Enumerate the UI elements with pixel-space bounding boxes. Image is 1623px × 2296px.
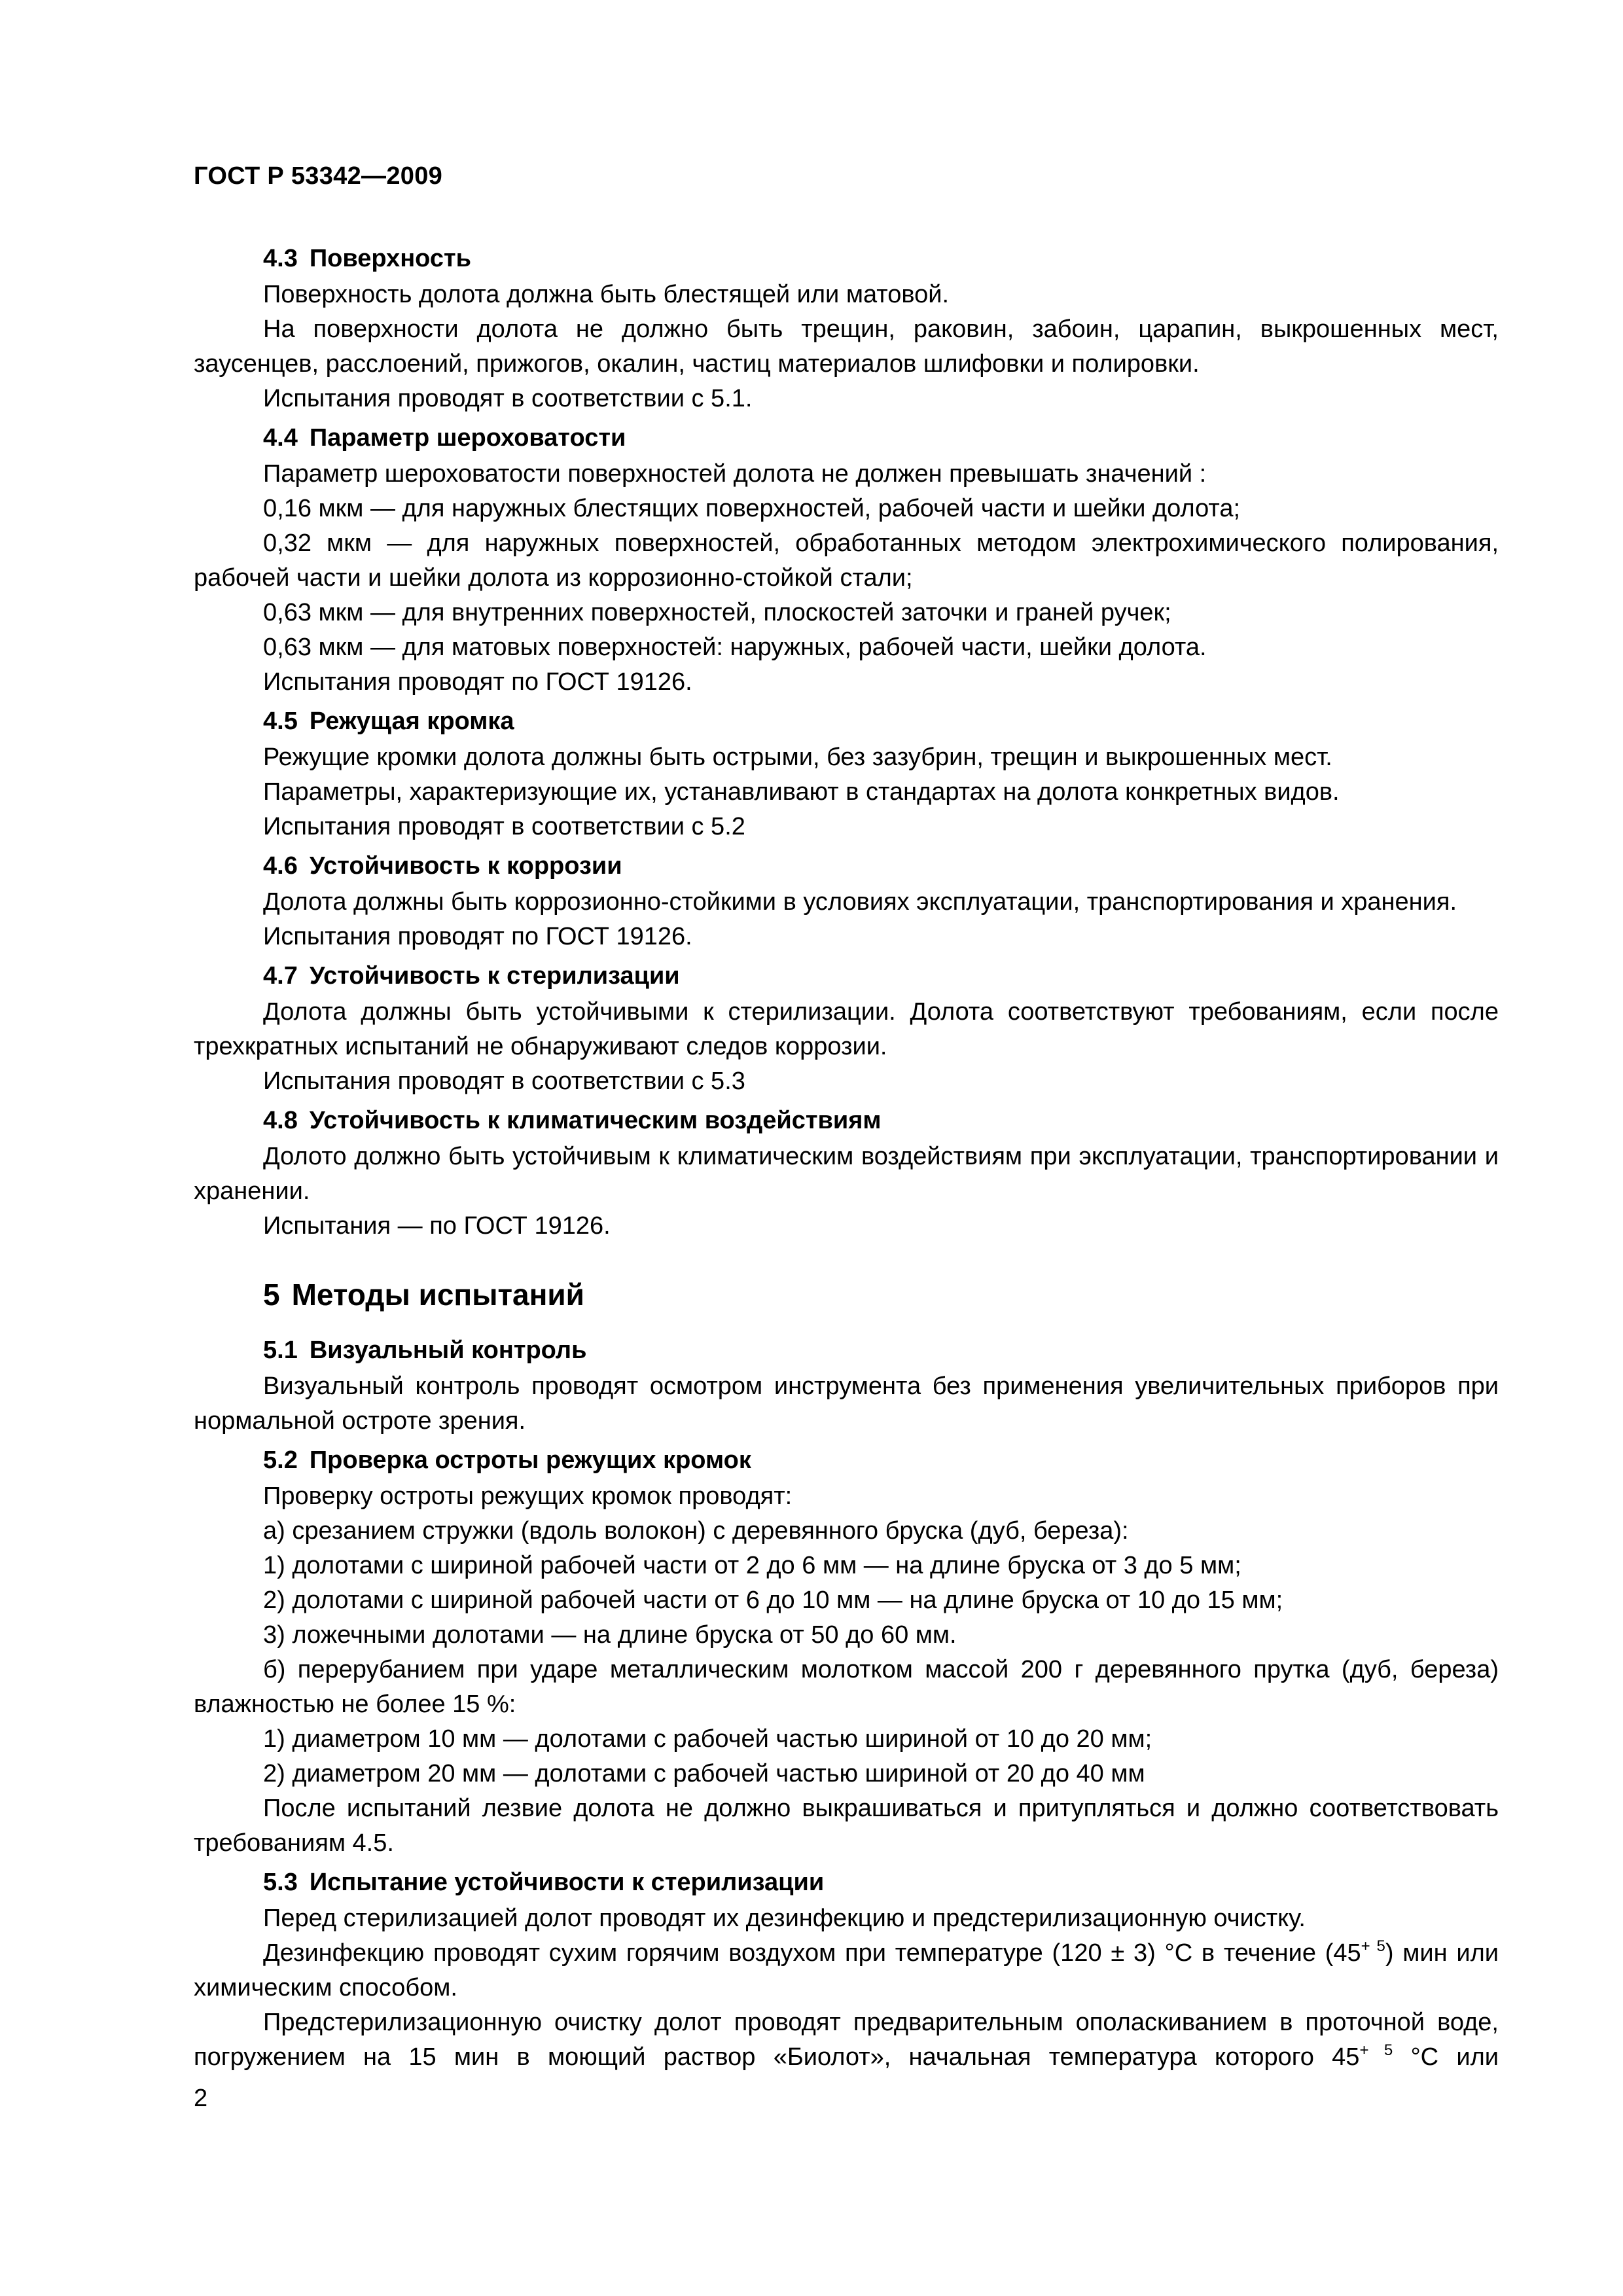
section-title: Устойчивость к коррозии [309,852,622,880]
section-heading-4-7 [194,958,1499,994]
list-item: 3) ложечными долотами — на длине бруска от 50 до 60 мм. [263,1621,957,1649]
list-item: 2) диаметром 20 мм — долотами с рабочей частью шириной от 20 до 40 мм [263,1760,1145,1787]
paragraph: Испытания проводят в соответствии с 5.3 [263,1067,745,1095]
paragraph: Испытания — по ГОСТ 19126. [263,1212,611,1240]
paragraph-text: Дезинфекцию проводят сухим горячим воздухом при температуре (120 ± 3) °С в течение (45 [263,1939,1361,1967]
superscript-tolerance: + 5 [1359,2041,1393,2059]
paragraph: Испытания проводят по ГОСТ 19126. [263,668,692,696]
paragraph-text: °С или [1393,2043,1499,2071]
section-number: 5.3 [263,1869,298,1896]
paragraph: На поверхности долота не должно быть трещин, раковин, забоин, царапин, выкрошенных мест, заусенцев, расслоений, прижогов, окалин, частиц материалов шлифовки и полировки. [194,315,1499,378]
section-heading-4-4 [194,420,1499,456]
paragraph-text: Предстерилизационную очистку долот проводят предварительным ополаскиванием в проточной воде, погружением на 15 мин в моющий раствор «Биолот», начальная температура которого 45 [194,2009,1499,2071]
section-number: 4.5 [263,708,298,735]
chapter-title: Методы испытаний [291,1278,584,1312]
paragraph: Параметры, характеризующие их, устанавливают в стандартах на долота конкретных видов. [263,778,1340,806]
superscript-tolerance: + 5 [1361,1937,1385,1955]
paragraph: 0,63 мкм — для внутренних поверхностей, плоскостей заточки и граней ручек; [263,599,1171,626]
section-heading-4-3 [194,241,1499,276]
section-number: 4.3 [263,245,298,272]
section-title: Визуальный контроль [309,1336,587,1364]
paragraph: 0,32 мкм — для наружных поверхностей, обработанных методом электрохимического полирования, рабочей части и шейки долота из коррозионно-стойкой стали; [194,529,1499,592]
paragraph: Параметр шероховатости поверхностей долота не должен превышать значений : [263,460,1207,488]
paragraph: 0,16 мкм — для наружных блестящих поверхностей, рабочей части и шейки долота; [263,495,1241,522]
section-heading-5-1 [194,1333,1499,1368]
section-heading-5-3 [194,1865,1499,1900]
section-heading-4-5 [194,704,1499,739]
paragraph [194,1936,1499,2005]
paragraph-text: ) мин или химическим способом. [194,1939,1499,2001]
section-title: Проверка остроты режущих кромок [309,1446,751,1474]
document-body [194,237,1499,2075]
section-heading-4-6 [194,848,1499,884]
section-number: 4.4 [263,424,298,452]
section-number: 5.2 [263,1446,298,1474]
section-heading-5-2 [194,1443,1499,1478]
section-title: Устойчивость к климатическим воздействиям [309,1107,882,1134]
section-number: 5.1 [263,1336,298,1364]
paragraph: Проверку остроты режущих кромок проводят: [263,1482,793,1510]
section-number: 4.8 [263,1107,298,1134]
section-title: Поверхность [309,245,471,272]
paragraph: 0,63 мкм — для матовых поверхностей: наружных, рабочей части, шейки долота. [263,634,1207,661]
list-item: 2) долотами с шириной рабочей части от 6 до 10 мм — на длине бруска от 10 до 15 мм; [263,1587,1283,1614]
section-number: 4.6 [263,852,298,880]
paragraph: Испытания проводят в соответствии с 5.2 [263,813,745,840]
chapter-heading-5 [194,1275,1499,1314]
list-item: а) срезанием стружки (вдоль волокон) с деревянного бруска (дуб, береза): [263,1517,1129,1545]
list-item: 1) диаметром 10 мм — долотами с рабочей частью шириной от 10 до 20 мм; [263,1725,1152,1753]
chapter-number: 5 [263,1278,280,1312]
section-title: Параметр шероховатости [309,424,626,452]
paragraph: После испытаний лезвие долота не должно выкрашиваться и притупляться и должно соответствовать требованиям 4.5. [194,1795,1499,1857]
paragraph [194,2005,1499,2075]
paragraph: Испытания проводят в соответствии с 5.1. [263,385,753,412]
section-title: Испытание устойчивости к стерилизации [309,1869,825,1896]
paragraph: Визуальный контроль проводят осмотром инструмента без применения увеличительных приборов при нормальной остроте зрения. [194,1372,1499,1435]
section-title: Устойчивость к стерилизации [309,962,680,990]
paragraph: Долота должны быть коррозионно-стойкими в условиях эксплуатации, транспортирования и хранения. [263,888,1457,916]
section-heading-4-8 [194,1103,1499,1138]
paragraph: Перед стерилизацией долот проводят их дезинфекцию и предстерилизационную очистку. [263,1905,1306,1932]
paragraph: Долото должно быть устойчивым к климатическим воздействиям при эксплуатации, транспортировании и хранении. [194,1143,1499,1205]
page-number: 2 [194,2085,208,2112]
list-item: б) перерубанием при ударе металлическим молотком массой 200 г деревянного прутка (дуб, береза) влажностью не более 15 %: [194,1656,1499,1718]
list-item: 1) долотами с шириной рабочей части от 2 до 6 мм — на длине бруска от 3 до 5 мм; [263,1552,1241,1579]
paragraph: Режущие кромки долота должны быть острыми, без зазубрин, трещин и выкрошенных мест. [263,744,1332,771]
section-title: Режущая кромка [309,708,514,735]
section-number: 4.7 [263,962,298,990]
paragraph: Испытания проводят по ГОСТ 19126. [263,923,692,950]
paragraph: Поверхность долота должна быть блестящей или матовой. [263,281,950,308]
paragraph: Долота должны быть устойчивыми к стерилизации. Долота соответствуют требованиям, если после трехкратных испытаний не обнаруживают следов коррозии. [194,998,1499,1060]
document-code-header: ГОСТ Р 53342—2009 [194,162,443,190]
